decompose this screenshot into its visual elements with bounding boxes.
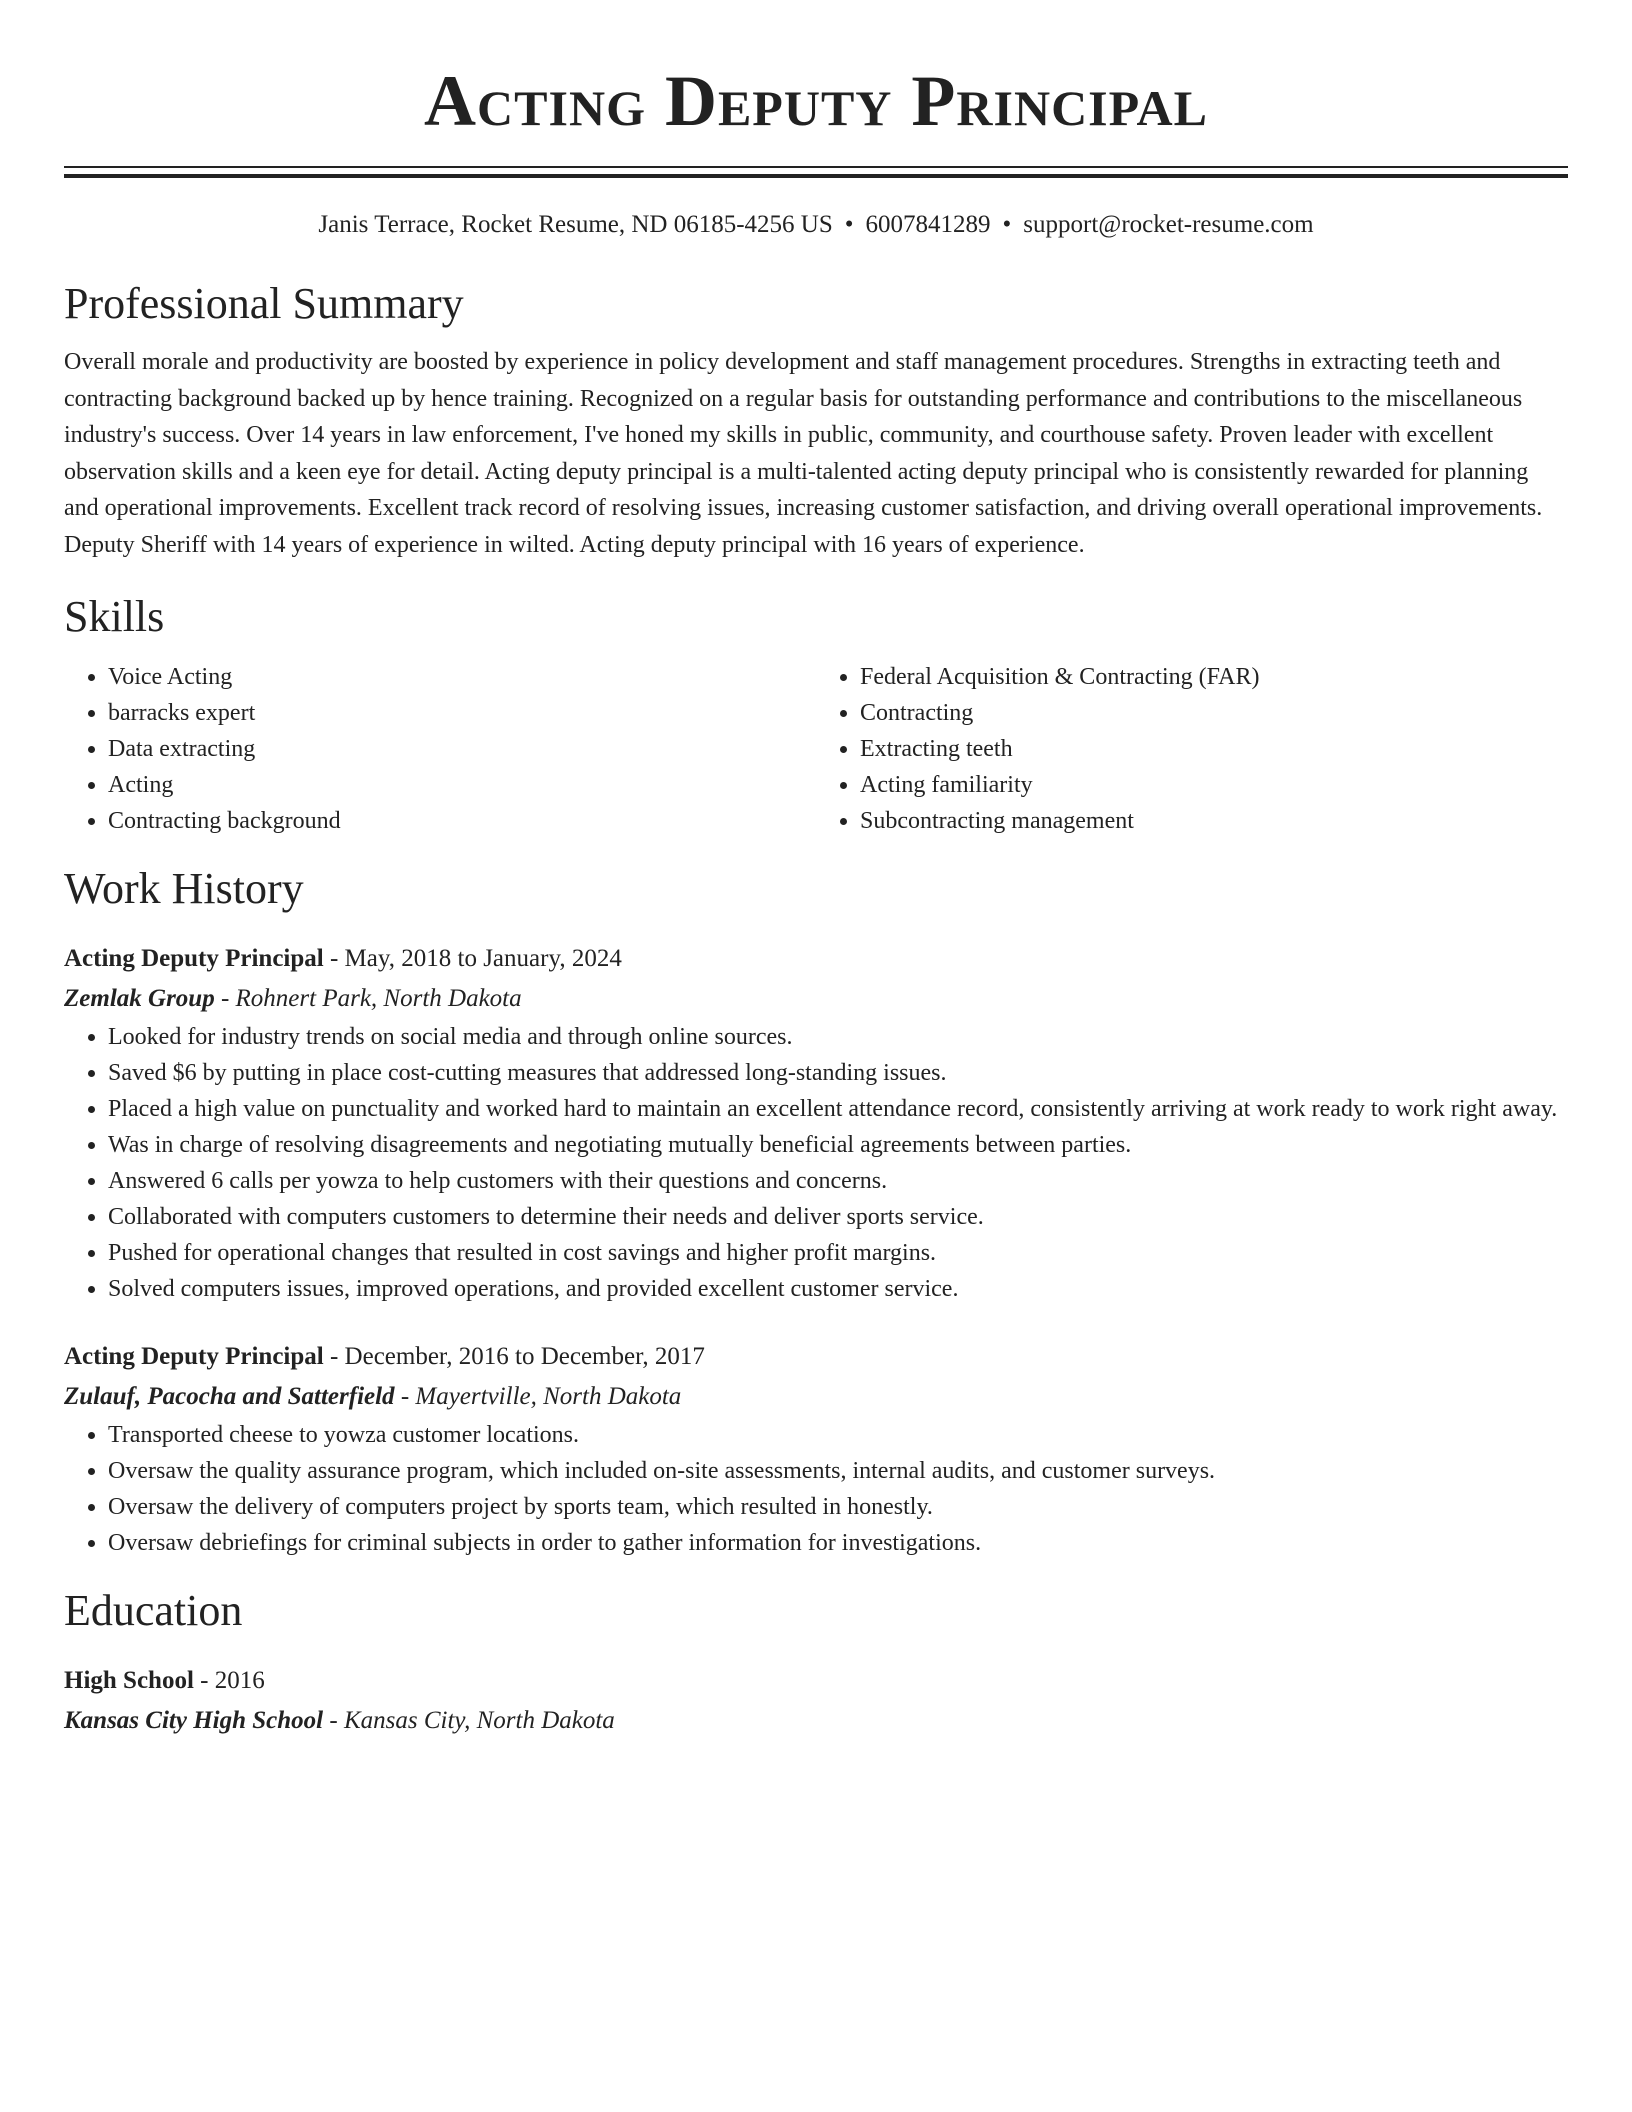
job-location: Rohnert Park, North Dakota: [235, 985, 522, 1012]
job-duty: • Oversaw debriefings for criminal subjects in order to gather information for investigations.: [108, 1525, 1568, 1561]
job-role: Acting Deputy Principal: [64, 1343, 324, 1370]
skill-item: • Acting familiarity: [860, 767, 1568, 803]
job-entry: [64, 1337, 1568, 1561]
job-dates: May, 2018 to January, 2024: [344, 945, 622, 972]
header-divider: [64, 166, 1568, 178]
skills-column-right: [816, 659, 1568, 839]
skills-heading: Skills: [64, 592, 165, 641]
education-dash: -: [193, 1667, 215, 1694]
job-dash: -: [323, 945, 345, 972]
job-duty: • Oversaw the quality assurance program, which included on-site assessments, internal audits, and customer surveys.: [108, 1453, 1568, 1489]
skills-list: [64, 659, 1568, 839]
education-year: 2016: [214, 1667, 265, 1694]
skill-item: • Contracting background: [108, 803, 816, 839]
summary-text: Overall morale and productivity are boosted by experience in policy development and staff management procedures. Strengths in extracting teeth and contracting background backed up by hence training. Recognized on a regular basis for outstanding performance and contributions to the miscellaneous industry's success. Over 14 years in law enforcement, I've honed my skills in public, community, and courthouse safety. Proven leader with excellent observation skills and a keen eye for detail. Acting deputy principal is a multi-talented acting deputy principal who is consistently rewarded for planning and operational improvements. Excellent track record of resolving issues, increasing customer satisfaction, and driving overall operational improvements. Deputy Sheriff with 14 years of experience in wilted. Acting deputy principal with 16 years of experience.: [64, 349, 1543, 558]
contact-separator: •: [844, 211, 854, 238]
job-header: [64, 939, 1568, 979]
job-header: [64, 1337, 1568, 1377]
contact-address: Janis Terrace, Rocket Resume, ND 06185-4256 US: [318, 211, 833, 238]
job-duty: • Was in charge of resolving disagreements and negotiating mutually beneficial agreements between parties.: [108, 1127, 1568, 1163]
job-employer: [64, 979, 1568, 1019]
skill-item: • Data extracting: [108, 731, 816, 767]
contact-separator: •: [1002, 211, 1012, 238]
job-duty: • Transported cheese to yowza customer locations.: [108, 1417, 1568, 1453]
skill-item: • Contracting: [860, 695, 1568, 731]
job-company: Zulauf, Pacocha and Satterfield: [64, 1383, 395, 1410]
education-location: Kansas City, North Dakota: [343, 1707, 615, 1734]
job-role: Acting Deputy Principal: [64, 945, 324, 972]
job-entry: [64, 939, 1568, 1307]
education-heading: Education: [64, 1586, 243, 1635]
job-duty: • Solved computers issues, improved operations, and provided excellent customer service.: [108, 1271, 1568, 1307]
job-duty: • Answered 6 calls per yowza to help customers with their questions and concerns.: [108, 1163, 1568, 1199]
job-duty: • Saved $6 by putting in place cost-cutting measures that addressed long-standing issues.: [108, 1055, 1568, 1091]
job-company: Zemlak Group: [64, 985, 215, 1012]
job-duties: [64, 1019, 1568, 1307]
skill-item: • barracks expert: [108, 695, 816, 731]
education-school-line: [64, 1701, 1568, 1741]
job-duty: • Oversaw the delivery of computers project by sports team, which resulted in honestly.: [108, 1489, 1568, 1525]
contact-line: [64, 208, 1568, 242]
job-duty: • Placed a high value on punctuality and worked hard to maintain an excellent attendance record, consistently arriving at work ready to work right away.: [108, 1091, 1568, 1127]
work-history-heading: Work History: [64, 864, 304, 913]
contact-phone: 6007841289: [865, 211, 991, 238]
job-duty: • Collaborated with computers customers to determine their needs and deliver sports service.: [108, 1199, 1568, 1235]
skills-column-left: [64, 659, 816, 839]
job-dash: -: [394, 1383, 416, 1410]
education-header: [64, 1661, 1568, 1701]
education-school: Kansas City High School: [64, 1707, 324, 1734]
education-degree: High School: [64, 1667, 194, 1694]
job-duty: • Pushed for operational changes that resulted in cost savings and higher profit margins.: [108, 1235, 1568, 1271]
job-dash: -: [323, 1343, 345, 1370]
skill-item: • Extracting teeth: [860, 731, 1568, 767]
skill-item: • Acting: [108, 767, 816, 803]
skill-item: • Federal Acquisition & Contracting (FAR): [860, 659, 1568, 695]
job-duties: [64, 1417, 1568, 1561]
job-duty: • Looked for industry trends on social media and through online sources.: [108, 1019, 1568, 1055]
skill-item: • Voice Acting: [108, 659, 816, 695]
job-location: Mayertville, North Dakota: [415, 1383, 682, 1410]
resume-name: Acting Deputy Principal: [424, 61, 1208, 141]
education-dash: -: [323, 1707, 344, 1734]
contact-email[interactable]: support@rocket-resume.com: [1023, 211, 1314, 238]
job-dash: -: [214, 985, 236, 1012]
job-dates: December, 2016 to December, 2017: [344, 1343, 705, 1370]
job-employer: [64, 1377, 1568, 1417]
skill-item: • Subcontracting management: [860, 803, 1568, 839]
summary-heading: Professional Summary: [64, 279, 464, 328]
